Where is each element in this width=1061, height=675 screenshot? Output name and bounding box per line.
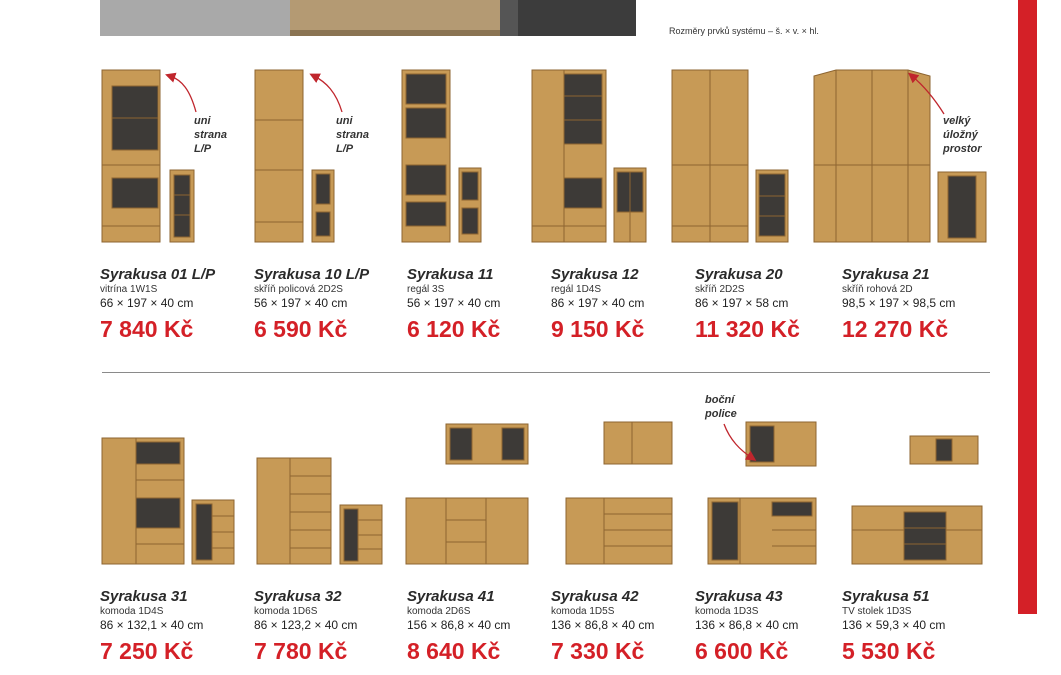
arrow-uni-1: [170, 76, 196, 112]
dimensions-note: Rozměry prvků systému – š. × v. × hl.: [669, 26, 819, 36]
product-price: 8 640 Kč: [407, 638, 501, 664]
product-name: Syrakusa 10 L/P: [254, 266, 370, 283]
product-type: komoda 1D4S: [100, 606, 164, 617]
product-type: vitrína 1W1S: [100, 284, 158, 295]
product-type: skříň 2D2S: [695, 284, 745, 295]
product-image-51: [852, 436, 982, 564]
product-name: Syrakusa 12: [551, 266, 639, 283]
product-dimensions: 136 × 86,8 × 40 cm: [551, 618, 655, 632]
product-dimensions: 98,5 × 197 × 98,5 cm: [842, 296, 956, 310]
product-type: regál 3S: [407, 284, 445, 295]
product-dimensions: 86 × 197 × 58 cm: [695, 296, 789, 310]
product-price: 5 530 Kč: [842, 638, 936, 664]
product-name: Syrakusa 43: [695, 588, 783, 605]
product-name: Syrakusa 41: [407, 588, 495, 605]
product-card[interactable]: [254, 266, 394, 344]
product-dimensions: 86 × 132,1 × 40 cm: [100, 618, 204, 632]
note-uni-1: uni strana L/P: [194, 115, 228, 155]
product-type: skříň rohová 2D: [842, 284, 913, 295]
product-name: Syrakusa 32: [254, 588, 342, 605]
product-dimensions: 136 × 59,3 × 40 cm: [842, 618, 946, 632]
product-name: Syrakusa 20: [695, 266, 783, 283]
arrow-uni-2: [314, 76, 342, 112]
product-type: skříň policová 2D2S: [254, 284, 343, 295]
product-price: 6 120 Kč: [407, 316, 501, 342]
product-card[interactable]: [100, 588, 240, 666]
product-price: 6 600 Kč: [695, 638, 789, 664]
product-price: 7 250 Kč: [100, 638, 194, 664]
product-image-32: [257, 458, 382, 564]
product-card[interactable]: [695, 266, 835, 344]
product-dimensions: 156 × 86,8 × 40 cm: [407, 618, 511, 632]
product-name: Syrakusa 21: [842, 266, 930, 283]
product-type: komoda 1D6S: [254, 606, 318, 617]
product-type: komoda 2D6S: [407, 606, 471, 617]
product-image-43: [708, 422, 816, 564]
product-price: 7 330 Kč: [551, 638, 645, 664]
product-name: Syrakusa 51: [842, 588, 930, 605]
product-name: Syrakusa 42: [551, 588, 639, 605]
note-shelves: boční police: [705, 394, 737, 420]
product-type: komoda 1D5S: [551, 606, 615, 617]
product-price: 9 150 Kč: [551, 316, 645, 342]
product-image-31: [102, 438, 234, 564]
product-type: regál 1D4S: [551, 284, 602, 295]
product-card[interactable]: [842, 588, 982, 666]
product-price: 7 780 Kč: [254, 638, 348, 664]
product-price: 11 320 Kč: [695, 316, 800, 342]
product-card[interactable]: [100, 266, 240, 344]
note-uni-2: uni strana L/P: [336, 115, 370, 155]
product-card[interactable]: [407, 588, 547, 666]
product-card[interactable]: [254, 588, 394, 666]
product-price: 12 270 Kč: [842, 316, 949, 342]
product-price: 6 590 Kč: [254, 316, 348, 342]
product-dimensions: 86 × 197 × 40 cm: [551, 296, 645, 310]
product-image-42: [566, 422, 672, 564]
product-image-41: [406, 424, 528, 564]
product-dimensions: 136 × 86,8 × 40 cm: [695, 618, 799, 632]
product-price: 7 840 Kč: [100, 316, 194, 342]
note-storage: velký úložný prostor: [943, 115, 982, 155]
product-dimensions: 86 × 123,2 × 40 cm: [254, 618, 358, 632]
product-name: Syrakusa 31: [100, 588, 188, 605]
product-image-21: [814, 70, 986, 242]
product-image-11: [402, 70, 481, 242]
product-type: TV stolek 1D3S: [842, 606, 912, 617]
product-dimensions: 66 × 197 × 40 cm: [100, 296, 194, 310]
product-image-01: [102, 70, 194, 242]
product-image-12: [532, 70, 646, 242]
product-dimensions: 56 × 197 × 40 cm: [407, 296, 501, 310]
product-card[interactable]: [842, 266, 982, 344]
product-card[interactable]: [551, 588, 691, 666]
product-type: komoda 1D3S: [695, 606, 759, 617]
product-card[interactable]: [695, 588, 835, 666]
product-image-10: [255, 70, 334, 242]
product-name: Syrakusa 01 L/P: [100, 266, 216, 283]
product-dimensions: 56 × 197 × 40 cm: [254, 296, 348, 310]
product-card[interactable]: [551, 266, 691, 344]
product-image-20: [672, 70, 788, 242]
product-name: Syrakusa 11: [407, 266, 494, 283]
product-card[interactable]: [407, 266, 547, 344]
